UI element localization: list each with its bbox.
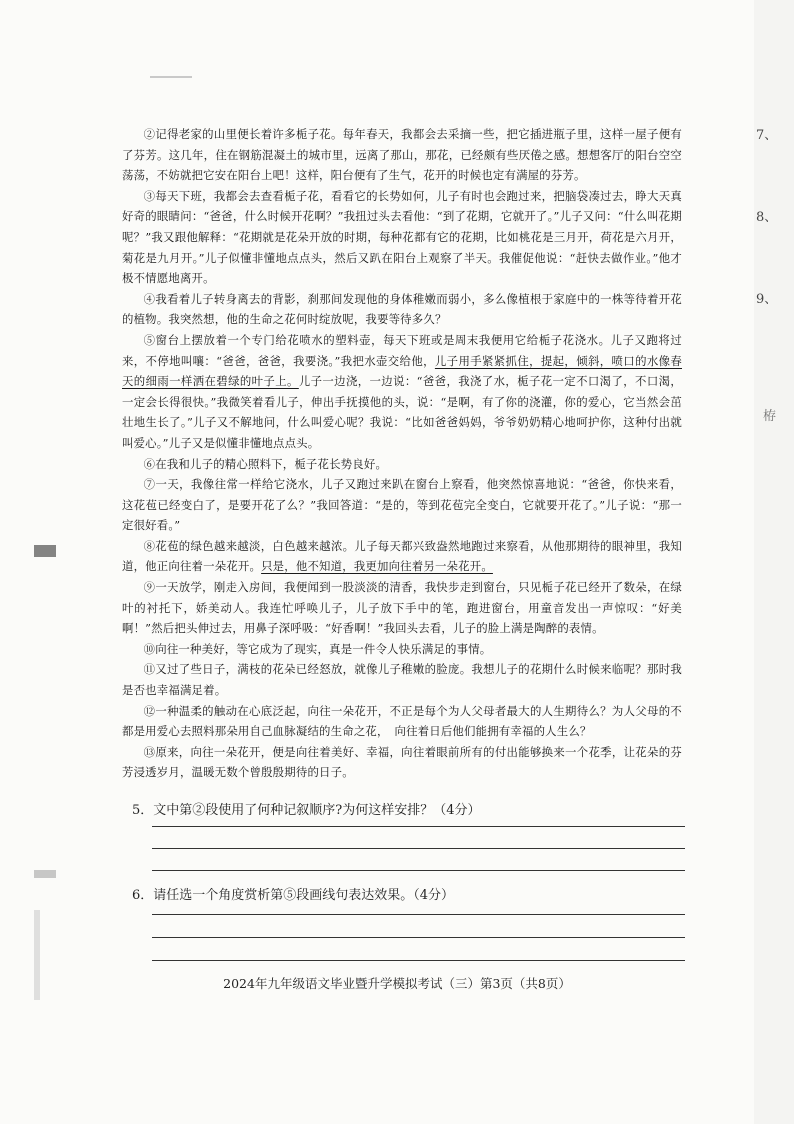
margin-question-number: 9、: [756, 292, 778, 307]
margin-question-number: 8、: [756, 210, 778, 225]
reading-passage: [122, 124, 682, 783]
paragraph-7: ⑦一天，我像往常一样给它浇水，儿子又跑过来趴在窗台上察看，他突然惊喜地说：“爸爸，你快来看，这花苞已经变白了，是要开花了么？”我回答道：“是的，等到花苞完全变白，它就要开花了。”儿子说：“那一定很好看。”: [122, 477, 682, 533]
paragraph-13: ⑬原来，向往一朵花开，便是向往着美好、幸福，向往着眼前所有的付出能够换来一个花季，让花朵的芬芳浸透岁月，温暖无数个曾殷殷期待的日子。: [122, 744, 682, 780]
paragraph-3: ③每天下班，我都会去查看栀子花，看看它的长势如何，儿子有时也会跑过来，把脑袋凑过去，睁大天真好奇的眼睛问：“爸爸，什么时候开花啊？”我扭过头去看他：“到了花期，它就开了。”儿子又问：“什么叫花期呢？”我又跟他解释：“花期就是花朵开放的时期，每种花都有它的花期，比如桃花是三月开，荷花是六月开，菊花是九月开。”儿子似懂非懂地点点头，然后又趴在阳台上观察了半天。我催促他说：“赶快去做作业。”他才极不情愿地离开。: [122, 188, 682, 286]
scan-artifact: [34, 545, 56, 557]
paragraph-8-text: ⑧花苞的绿色越来越淡，白色越来越浓。儿子每天都兴致盎然地跑过来察看，从他那期待的眼神里，我知道，他正向往着一朵花开。: [122, 538, 682, 574]
page-footer: 2024年九年级语文毕业暨升学模拟考试（三）第3页（共8页）: [223, 976, 571, 991]
underlined-sentence: 儿子用手紧紧抓住，提起，倾斜，喷口的水像春天的细雨一样洒在碧绿的叶子上。: [122, 353, 682, 389]
answer-line[interactable]: [152, 848, 685, 849]
answer-line[interactable]: [152, 826, 685, 827]
question-6: 6．请任选一个角度赏析第⑤段画线句表达效果。（4分）: [132, 888, 455, 903]
answer-line[interactable]: [152, 914, 685, 915]
paragraph-11: ⑪又过了些日子，满枝的花朵已经怒放，就像儿子稚嫩的脸庞。我想儿子的花期什么时候来临呢？那时我是否也幸福满足着。: [122, 662, 682, 698]
paragraph-6: ⑥在我和儿子的精心照料下，栀子花长势良好。: [143, 456, 388, 471]
underlined-sentence: 只是，他不知道，我更加向往着另一朵花开。: [261, 559, 493, 574]
scan-artifact: [34, 870, 56, 878]
answer-line[interactable]: [152, 870, 685, 871]
paragraph-5: [122, 330, 682, 454]
paragraph-4: ④我看着儿子转身离去的背影，刹那间发现他的身体稚嫩而弱小，多么像植根于家庭中的一株等待着开花的植物。我突然想，他的生命之花何时绽放呢，我要等待多久？: [122, 291, 682, 327]
paragraph-9: ⑨一天放学，刚走入房间，我便闻到一股淡淡的清香，我快步走到窗台，只见栀子花已经开了数朵，在绿叶的衬托下，娇美动人。我连忙呼唤儿子，儿子放下手中的笔，跑进窗台，用童音发出一声惊叹：“好美啊！”然后把头伸过去，用鼻子深呼吸：“好香啊！”我回头去看，儿子的脸上满是陶醉的表情。: [122, 580, 682, 636]
adjacent-page-edge: [754, 0, 794, 1124]
question-5: 5．文中第②段使用了何种记叙顺序?为何这样安排？（4分）: [132, 803, 481, 818]
answer-line[interactable]: [152, 960, 685, 961]
paragraph-5-intro: ⑤窗台上摆放着一个专门给花喷水的塑料壶，每天下班或是周末我便用它给栀子花浇水。儿子又跑将过来，不停地叫嚷：“爸爸，爸爸，我要浇。”我把水壶交给他，: [122, 332, 682, 368]
paragraph-2: ②记得老家的山里便长着许多栀子花。每年春天，我都会去采摘一些，把它插进瓶子里，这样一屋子便有了芬芳。这几年，住在钢筋混凝土的城市里，远离了那山，那花，已经颇有些厌倦之感。想想客厅的阳台空空荡荡，不妨就把它安在阳台上吧！这样，阳台便有了生气，花开的时候也定有满屋的芬芳。: [122, 127, 682, 183]
margin-question-number: 7、: [756, 128, 778, 143]
scan-mark: [150, 76, 192, 78]
paragraph-8: [122, 536, 682, 577]
answer-line[interactable]: [152, 937, 685, 938]
paragraph-5-rest: 儿子一边浇，一边说：“爸爸，我浇了水，栀子花一定不口渴了，不口渴，一定会长得很快。”我微笑着看儿子，伸出手抚摸他的头，说：“是啊，有了你的浇灌，你的爱心，它当然会茁壮地生长了。”儿子又不解地问，什么叫爱心呢？我说：“比如爸爸妈妈，爷爷奶奶精心地呵护你，这种付出就叫爱心。”儿子又是似懂非懂地点点头。: [122, 374, 682, 450]
margin-glyph: 栫: [763, 409, 777, 424]
paragraph-12: ⑫一种温柔的触动在心底泛起，向往一朵花开，不正是每个为人父母者最大的人生期待么？为人父母的不都是用爱心去照料那朵用自己血脉凝结的生命之花， 向往着日后他们能拥有幸福的人生么？: [122, 703, 682, 739]
paragraph-10: ⑩向往一种美好，等它成为了现实，真是一件令人快乐满足的事情。: [143, 641, 492, 656]
